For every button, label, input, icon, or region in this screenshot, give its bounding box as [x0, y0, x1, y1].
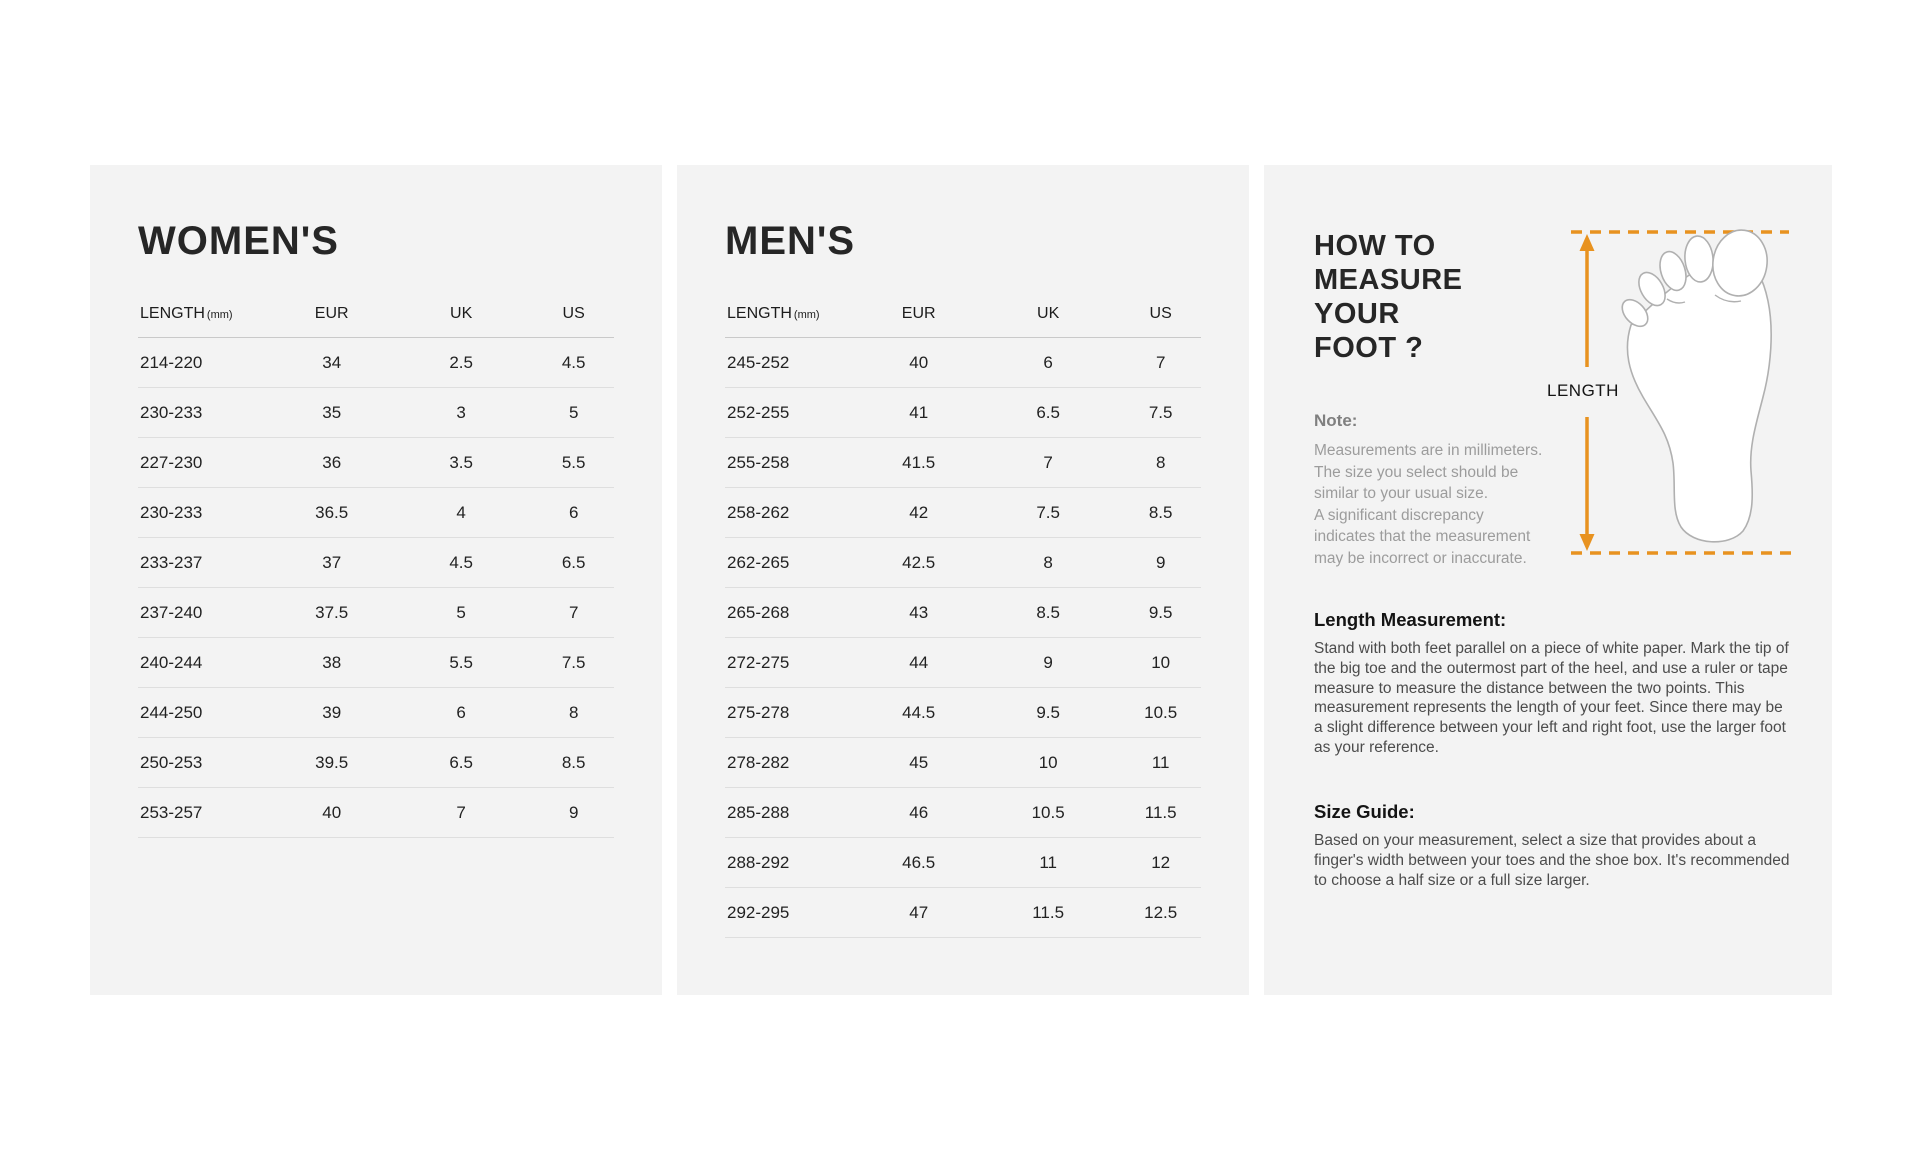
- text-line: FOOT ?: [1314, 332, 1424, 364]
- womens-title: WOMEN'S: [138, 219, 339, 263]
- cell: 9: [1043, 652, 1053, 672]
- cell: 8.5: [1148, 502, 1173, 522]
- cell: 230-233: [140, 402, 203, 422]
- table-row: [725, 538, 1201, 588]
- cell: 10.5: [1144, 702, 1178, 722]
- text-line: MEASURE: [1314, 264, 1463, 296]
- mens-size-table: [725, 291, 1201, 938]
- measure-guide-panel: [1264, 165, 1832, 995]
- length-header-text: LENGTH: [140, 305, 205, 322]
- table-row: [138, 538, 614, 588]
- cell: 265-268: [727, 602, 790, 622]
- cell: 46.5: [902, 852, 936, 872]
- cell: 39.5: [315, 752, 349, 772]
- cell: 6: [456, 702, 466, 722]
- arrow-up-icon: [1580, 234, 1595, 251]
- cell: 6.5: [561, 552, 586, 572]
- cell: 37: [322, 552, 342, 572]
- cell: 11: [1151, 752, 1170, 772]
- length-unit-text: (mm): [793, 309, 820, 321]
- note-block: [1314, 411, 1554, 569]
- cell: 253-257: [140, 802, 203, 822]
- cell: 262-265: [727, 552, 790, 572]
- cell: 255-258: [727, 452, 790, 472]
- col-header-length: [725, 305, 861, 323]
- cell: 288-292: [727, 852, 790, 872]
- foot-measure-figure: [1547, 225, 1801, 561]
- cell: 233-237: [140, 552, 203, 572]
- table-row: [725, 488, 1201, 538]
- cell: 227-230: [140, 452, 203, 472]
- table-row: [725, 638, 1201, 688]
- womens-size-table: [138, 291, 614, 838]
- cell: 292-295: [727, 902, 790, 922]
- length-measurement-section: [1314, 609, 1792, 758]
- cell: 11: [1039, 852, 1057, 872]
- col-header-length: [138, 305, 274, 323]
- cell: 42.5: [902, 552, 936, 572]
- table-row: [725, 338, 1201, 388]
- cell: 34: [322, 352, 342, 372]
- cell: 6.5: [449, 752, 473, 772]
- table-row: [138, 738, 614, 788]
- cell: 7: [568, 602, 579, 622]
- cell: 5: [568, 402, 579, 422]
- table-row: [725, 888, 1201, 938]
- col-header-us: US: [1149, 305, 1172, 322]
- cell: 2.5: [449, 352, 473, 372]
- table-row: [138, 588, 614, 638]
- cell: 237-240: [140, 602, 203, 622]
- length-header-text: LENGTH: [727, 305, 792, 322]
- table-row: [725, 738, 1201, 788]
- length-measurement-body: Stand with both feet parallel on a piece of white paper. Mark the tip of the big toe and the outermost part of the heel, and use a ruler or tape measure to measure the distance between the two points. This measurement represents the length of your feet. Since there may be a slight difference between your left and right foot, use the larger foot as your reference.: [1314, 640, 1789, 756]
- table-row: [725, 438, 1201, 488]
- col-header-us: US: [562, 305, 585, 322]
- table-row: [138, 388, 614, 438]
- cell: 45: [909, 752, 929, 772]
- cell: 12.5: [1144, 902, 1178, 922]
- text-line: may be incorrect or inaccurate.: [1314, 549, 1527, 567]
- cell: 7.5: [1148, 402, 1173, 422]
- size-guide-section: [1314, 801, 1792, 890]
- womens-panel: [90, 165, 662, 995]
- cell: 10: [1151, 652, 1171, 672]
- mens-table-body: [725, 338, 1201, 938]
- text-line: The size you select should be: [1314, 463, 1519, 481]
- cell: 41: [909, 402, 929, 422]
- cell: 36.5: [315, 502, 349, 522]
- cell: 10.5: [1031, 802, 1065, 822]
- cell: 7: [1155, 352, 1166, 372]
- cell: 7: [1043, 452, 1053, 472]
- cell: 245-252: [727, 352, 790, 372]
- cell: 3.5: [449, 452, 473, 472]
- cell: 8: [568, 702, 579, 722]
- table-row: [725, 688, 1201, 738]
- cell: 37.5: [315, 602, 349, 622]
- cell: 35: [322, 402, 342, 422]
- text-line: indicates that the measurement: [1314, 528, 1531, 545]
- cell: 41.5: [902, 452, 936, 472]
- note-body: [1314, 440, 1554, 569]
- col-header-uk: UK: [1037, 305, 1060, 322]
- cell: 8.5: [1036, 602, 1060, 622]
- table-row: [138, 488, 614, 538]
- cell: 47: [909, 902, 929, 922]
- note-heading: Note:: [1314, 411, 1358, 430]
- table-row: [725, 838, 1201, 888]
- cell: 240-244: [140, 652, 203, 672]
- cell: 214-220: [140, 352, 203, 372]
- cell: 40: [909, 352, 929, 372]
- cell: 12: [1151, 852, 1171, 872]
- cell: 36: [322, 452, 342, 472]
- cell: 7: [456, 802, 466, 822]
- cell: 11.5: [1144, 802, 1177, 822]
- cell: 5.5: [561, 452, 586, 472]
- length-label: LENGTH: [1547, 381, 1619, 400]
- cell: 9.5: [1148, 602, 1173, 622]
- cell: 6.5: [1036, 402, 1060, 422]
- cell: 230-233: [140, 502, 203, 522]
- length-measurement-heading: Length Measurement:: [1314, 609, 1507, 630]
- cell: 275-278: [727, 702, 790, 722]
- col-header-eur: EUR: [901, 305, 936, 322]
- cell: 9: [1155, 552, 1166, 572]
- womens-table-body: [138, 338, 614, 838]
- text-line: Measurements are in millimeters.: [1314, 442, 1543, 459]
- cell: 285-288: [727, 802, 790, 822]
- cell: 39: [322, 702, 342, 722]
- text-line: A significant discrepancy: [1314, 506, 1484, 524]
- cell: 7.5: [1036, 502, 1060, 522]
- cell: 44.5: [902, 702, 936, 722]
- cell: 43: [909, 602, 929, 622]
- cell: 9.5: [1036, 702, 1060, 722]
- table-row: [138, 688, 614, 738]
- cell: 4: [456, 502, 466, 522]
- cell: 3: [456, 402, 466, 422]
- col-header-eur: EUR: [314, 305, 349, 322]
- cell: 40: [322, 802, 342, 822]
- cell: 272-275: [727, 652, 790, 672]
- size-guide-body: Based on your measurement, select a size that provides about a finger's width between your toes and the shoe box. It's recommended to choose a half size or a full size larger.: [1314, 832, 1790, 889]
- cell: 5: [456, 602, 466, 622]
- cell: 252-255: [727, 402, 790, 422]
- text-line: similar to your usual size.: [1314, 485, 1489, 502]
- cell: 4.5: [561, 352, 586, 372]
- cell: 258-262: [727, 502, 790, 522]
- arrow-down-icon: [1580, 534, 1595, 551]
- table-row: [138, 438, 614, 488]
- cell: 250-253: [140, 752, 203, 772]
- table-row: [725, 788, 1201, 838]
- cell: 244-250: [140, 702, 203, 722]
- table-row: [138, 788, 614, 838]
- cell: 9: [568, 802, 579, 822]
- cell: 8: [1043, 552, 1053, 572]
- guide-title: [1314, 229, 1463, 365]
- cell: 42: [909, 502, 929, 522]
- cell: 46: [909, 802, 929, 822]
- cell: 11.5: [1032, 902, 1065, 922]
- text-line: YOUR: [1314, 298, 1400, 330]
- cell: 8: [1155, 452, 1166, 472]
- cell: 6: [1043, 352, 1053, 372]
- cell: 10: [1038, 752, 1058, 772]
- table-row: [725, 588, 1201, 638]
- mens-title: MEN'S: [725, 219, 856, 263]
- cell: 278-282: [727, 752, 790, 772]
- cell: 8.5: [561, 752, 586, 772]
- col-header-uk: UK: [450, 305, 473, 322]
- mens-table-header: [725, 291, 1201, 338]
- cell: 38: [322, 652, 342, 672]
- foot-outline: [1617, 227, 1771, 542]
- womens-table-header: [138, 291, 614, 338]
- text-line: HOW TO: [1314, 230, 1436, 262]
- cell: 7.5: [561, 652, 586, 672]
- cell: 5.5: [449, 652, 473, 672]
- table-row: [138, 638, 614, 688]
- table-row: [725, 388, 1201, 438]
- cell: 4.5: [449, 552, 473, 572]
- cell: 44: [909, 652, 929, 672]
- table-row: [138, 338, 614, 388]
- size-guide-heading: Size Guide:: [1314, 801, 1415, 822]
- length-unit-text: (mm): [206, 309, 233, 321]
- cell: 6: [568, 502, 579, 522]
- mens-panel: [677, 165, 1249, 995]
